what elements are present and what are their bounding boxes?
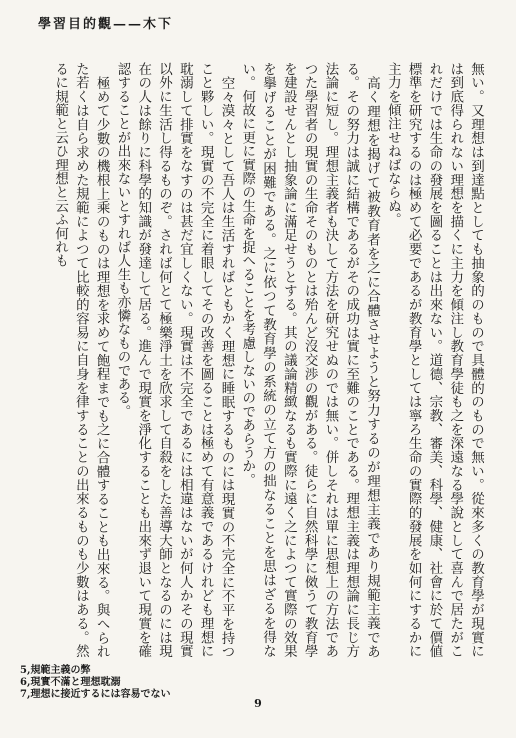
body-text [34, 62, 486, 658]
marginal-note: 6,現實不滿と理想耽溺 [20, 677, 121, 688]
marginal-note: 5,規範主義の弊 [20, 665, 91, 676]
marginal-note: 7,理想に接近するには容易でない [20, 689, 171, 700]
paragraph: 極めて少數の機根上乘のものは理想を求めて飽程までも之に合體することも出來る。與へられた若くは自ら求めた規範によつて比較的容易に自身を律することの出來るものも少數はある。然るに規範と云ひ理想と云ふ何れも [52, 62, 110, 658]
paragraph: 空々漠々として吾人は生活すればともかく理想に睡眠するものには現實の不完全に不平を持つこと夥しい。現實の不完全に着眼してその改善を圖ることは極めて有意義であるけれども理想に耽溺して排實をなすのは甚だ宜しくない。現實は不完全であるには相違はないが何人かその現實以外に生活し得るものぞ。されば何とて極樂淨土を欣求して自殺をした善導大師となるのには現在の人は餘りに科學的知識が發達して居る。進んで現實を淨化することも出來ず退いて現實を確認することが出來ないとすれば人生も亦憐なものである。 [114, 62, 235, 658]
running-header: 學習目的觀——木下 [38, 17, 174, 32]
paragraph: 高く理想を揭げて被教育者を之に合體させようと努力するのが理想主義であり規範主義である。その努力は誠に結構であるがその成功は實に至難のことである。理想主義は理想論に長じ方法論に短し。理想主義者も決して方法を研究せぬのでは無い。併しそれは單に思想上の方法であつた學習者の現實の生命そのものとは殆んど沒交渉の觀がある。徒らに自然科學に傚うて教育學を建設せんとし抽象論に滿足せうとする。其の議論精緻なるも實際に遠く之によつて實際の效果を擧げることが困難である。之に依つて教育學の系統の立て方の拙なることを思はざるを得ない。何故に更に實際の生命を捉へることを考慮しないのであらうか。 [239, 62, 381, 658]
marginal-notes [20, 665, 170, 701]
paragraph: 無い。又理想は到達點としても抽象的のもので具體的のもので無い。從來多くの教育學が現實には到底得られない理想を描くに主力を傾注し教育學徒も之を深遠なる學說として喜んで居たがこれだけでは生命の發展を圖ることは出來ない。道德、宗教、審美、科學、健康、社會に於て價値標準を研究するのは極めて必要であるが教育學としては寧ろ生命の實際的發展を如何にするかに主力を傾注せねばならぬ。 [384, 62, 484, 658]
page-number: 9 [254, 697, 262, 710]
